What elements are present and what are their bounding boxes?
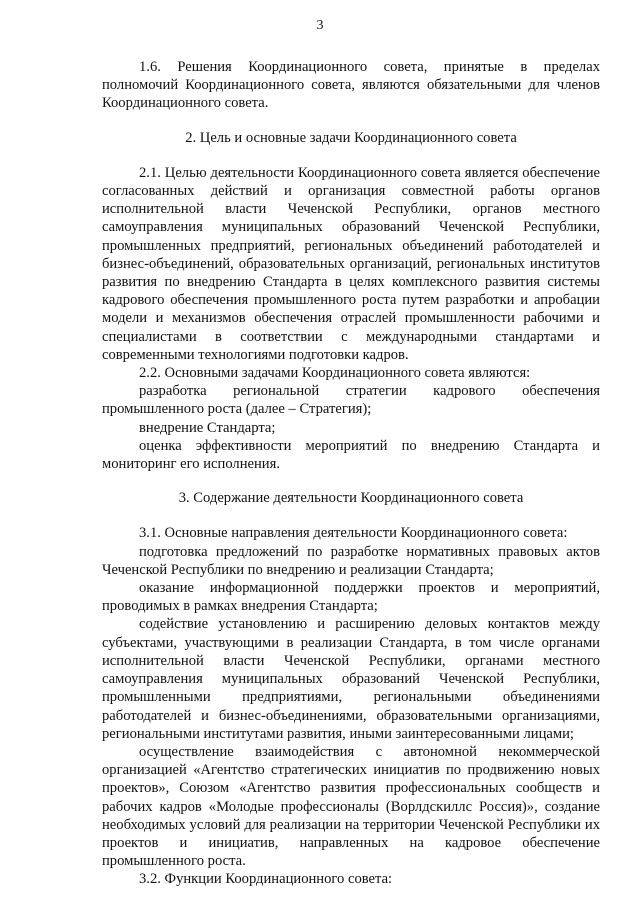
paragraph-2-1: 2.1. Целью деятельности Координационного совета является обеспечение согласованных действий и организация совместной работы органов исполнительной власти Чеченской Республики, органов местного самоуправления муниципальных образований Чеченской Республики, промышленных предприятий, региональных объединений работодателей и бизнес-объединений, образовательных организаций, региональных институтов развития по внедрению Стандарта в целях комплексного развития системы кадрового обеспечения промышленного роста путем разработки и апробации модели и механизмов обеспечения отраслей промышленности рабочими и специалистами в соответствии с международными стандартами и современными технологиями подготовки кадров.: [102, 164, 600, 363]
page-number: 3: [316, 18, 324, 33]
paragraph-2-2: 2.2. Основными задачами Координационного совета являются:: [139, 365, 531, 382]
paragraph-3-2: 3.2. Функции Координационного совета:: [139, 871, 393, 888]
list-item-3-1-interaction: осуществление взаимодействия с автономной некоммерческой организацией «Агентство стратегических инициатив по продвижению новых проектов», Союзом «Агентство развития профессиональных сообществ и рабочих кадров «Молодые профессионалы (Ворлдскиллс Россия)», создание необходимых условий для реализации на территории Чеченской Республики их проектов и инициатив, направленных на кадровое обеспечение промышленного роста.: [102, 743, 600, 870]
paragraph-3-1: 3.1. Основные направления деятельности Координационного совета:: [139, 525, 568, 542]
section-heading-3: 3. Содержание деятельности Координационного совета: [178, 490, 524, 507]
list-item-3-1-legal-acts: подготовка предложений по разработке нормативных правовых актов Чеченской Республики по внедрению и реализации Стандарта;: [102, 543, 600, 578]
list-item-3-1-contacts: содействие установлению и расширению деловых контактов между субъектами, участвующими в реализации Стандарта, в том числе органами исполнительной власти Чеченской Республики, органами местного самоуправления муниципальных образований Чеченской Республики, промышленными предприятиями, региональными объединениями работодателей и бизнес-объединениями, образовательными организациями, региональными институтами развития, иными заинтересованными лицами;: [102, 616, 600, 742]
paragraph-1-6: 1.6. Решения Координационного совета, принятые в пределах полномочий Координационного совета, являются обязательными для членов Координационного совета.: [102, 59, 600, 112]
document-body: [102, 58, 600, 889]
list-item-2-2-standard: внедрение Стандарта;: [139, 419, 276, 436]
list-item-2-2-strategy: разработка региональной стратегии кадрового обеспечения промышленного роста (далее – Стратегия);: [102, 383, 600, 418]
section-heading-2: 2. Цель и основные задачи Координационного совета: [185, 129, 517, 146]
list-item-3-1-info-support: оказание информационной поддержки проектов и мероприятий, проводимых в рамках внедрения Стандарта;: [102, 580, 600, 615]
list-item-2-2-evaluation: оценка эффективности мероприятий по внедрению Стандарта и мониторинг его исполнения.: [102, 437, 600, 473]
